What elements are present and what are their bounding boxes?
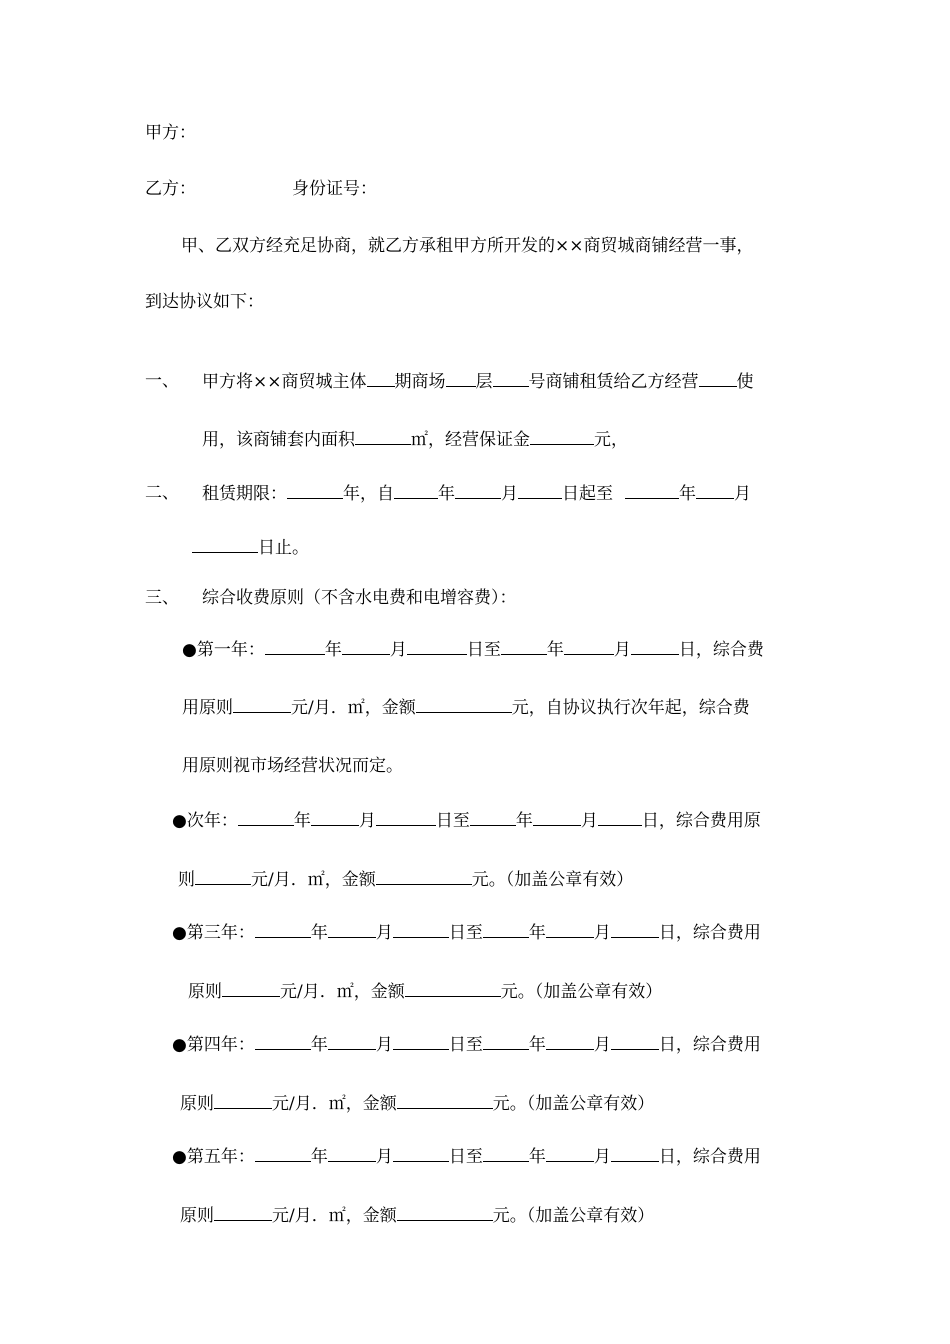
blank-shop-number[interactable]: [493, 369, 529, 387]
intro-line-2: 到达协议如下：: [145, 292, 264, 312]
blank[interactable]: [214, 1203, 272, 1221]
clause-2-line-2: 日止。: [192, 535, 309, 560]
blank[interactable]: [328, 1144, 376, 1162]
clause-3-title: 综合收费原则（不含水电费和电增容费）：: [202, 588, 517, 608]
blank[interactable]: [483, 1144, 529, 1162]
year-1-line-3: 用原则视市场经营状况而定。: [182, 756, 403, 776]
blank-start-day[interactable]: [518, 481, 562, 499]
bullet: ●: [172, 1035, 187, 1055]
blank-end-month[interactable]: [696, 481, 734, 499]
clause-1-line-1: 甲方将××商贸城主体 期商场 层 号商铺租赁给乙方经营 使: [202, 369, 754, 394]
blank[interactable]: [564, 637, 614, 655]
blank[interactable]: [195, 867, 251, 885]
blank[interactable]: [393, 1032, 449, 1050]
intro-line-1: 甲、乙双方经充足协商，就乙方承租甲方所开发的××商贸城商铺经营一事，: [181, 236, 754, 256]
blank-end-day[interactable]: [192, 535, 258, 553]
blank-deposit[interactable]: [530, 427, 594, 445]
blank[interactable]: [416, 695, 512, 713]
clause-2-number: 二、: [145, 483, 179, 503]
blank[interactable]: [265, 637, 325, 655]
blank[interactable]: [533, 808, 581, 826]
blank-start-year[interactable]: [394, 481, 438, 499]
blank[interactable]: [311, 808, 359, 826]
blank-floor[interactable]: [446, 369, 476, 387]
blank[interactable]: [598, 808, 642, 826]
year-3-line-1: ●第三年： 年 月 日至 年 月 日，综合费用: [172, 920, 761, 945]
bullet: ●: [172, 923, 187, 943]
bullet: ●: [172, 1147, 187, 1167]
blank[interactable]: [238, 808, 294, 826]
blank[interactable]: [255, 920, 311, 938]
blank[interactable]: [483, 920, 529, 938]
blank[interactable]: [342, 637, 390, 655]
year-2-line-2: 则 元/月．㎡，金额 元。（加盖公章有效）: [178, 867, 633, 892]
blank[interactable]: [214, 1091, 272, 1109]
clause-1-number: 一、: [145, 371, 179, 391]
blank-area[interactable]: [355, 427, 411, 445]
blank[interactable]: [501, 637, 547, 655]
blank[interactable]: [405, 979, 501, 997]
blank[interactable]: [483, 1032, 529, 1050]
blank[interactable]: [255, 1144, 311, 1162]
clause-2-line-1: 租赁期限： 年，自 年 月 日起至 年 月: [202, 481, 751, 506]
blank[interactable]: [470, 808, 516, 826]
blank[interactable]: [407, 637, 467, 655]
blank-business-use[interactable]: [699, 369, 737, 387]
clause-1-line-2: 用，该商铺套内面积 ㎡，经营保证金 元，: [202, 427, 628, 452]
id-number-label: 身份证号：: [292, 179, 377, 199]
year-4-line-2: 原则 元/月．㎡，金额 元。（加盖公章有效）: [180, 1091, 654, 1116]
blank-start-month[interactable]: [455, 481, 501, 499]
clause-3-number: 三、: [145, 588, 179, 608]
blank[interactable]: [328, 1032, 376, 1050]
blank[interactable]: [397, 1203, 493, 1221]
blank-lease-years[interactable]: [287, 481, 343, 499]
year-5-line-2: 原则 元/月．㎡，金额 元。（加盖公章有效）: [180, 1203, 654, 1228]
year-1-line-1: ●第一年： 年 月 日至 年 月 日，综合费: [182, 637, 764, 662]
blank[interactable]: [255, 1032, 311, 1050]
blank[interactable]: [376, 808, 436, 826]
party-a-label: 甲方：: [145, 123, 196, 143]
year-3-line-2: 原则 元/月．㎡，金额 元。（加盖公章有效）: [188, 979, 662, 1004]
year-2-line-1: ●次年： 年 月 日至 年 月 日，综合费用原: [172, 808, 761, 833]
year-1-line-2: 用原则 元/月．㎡，金额 元，自协议执行次年起，综合费: [182, 695, 750, 720]
year-4-line-1: ●第四年： 年 月 日至 年 月 日，综合费用: [172, 1032, 761, 1057]
blank-phase[interactable]: [367, 369, 395, 387]
blank[interactable]: [546, 920, 594, 938]
blank[interactable]: [546, 1032, 594, 1050]
blank[interactable]: [233, 695, 291, 713]
bullet: ●: [182, 640, 197, 660]
bullet: ●: [172, 811, 187, 831]
blank[interactable]: [393, 920, 449, 938]
blank[interactable]: [611, 1032, 659, 1050]
blank[interactable]: [611, 1144, 659, 1162]
blank[interactable]: [546, 1144, 594, 1162]
blank[interactable]: [397, 1091, 493, 1109]
blank[interactable]: [393, 1144, 449, 1162]
blank[interactable]: [631, 637, 679, 655]
blank[interactable]: [328, 920, 376, 938]
blank[interactable]: [222, 979, 280, 997]
blank-end-year[interactable]: [625, 481, 679, 499]
blank[interactable]: [376, 867, 472, 885]
party-b-label: 乙方：: [145, 179, 196, 199]
year-5-line-1: ●第五年： 年 月 日至 年 月 日，综合费用: [172, 1144, 761, 1169]
blank[interactable]: [611, 920, 659, 938]
